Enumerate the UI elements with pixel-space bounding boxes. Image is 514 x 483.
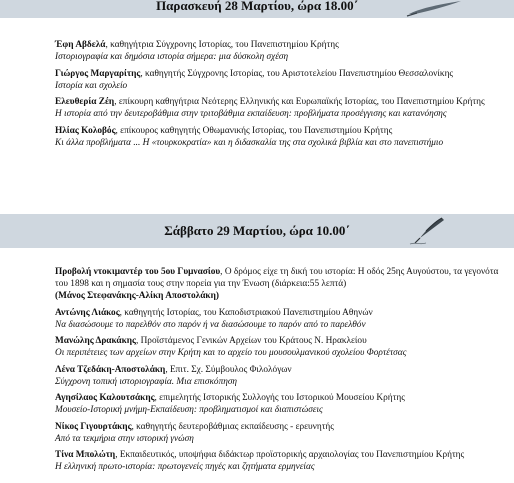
quill-pen-icon xyxy=(408,216,446,246)
talk-topic: Σύγχρονη τοπική ιστοριογραφία. Μια επισκόπηση xyxy=(55,376,238,387)
speaker-entry xyxy=(55,39,507,63)
section-title-saturday: Σάββατο 29 Μαρτίου, ώρα 10.00΄ xyxy=(164,223,350,238)
speaker-role: , καθηγητής Σύγχρονης Ιστορίας, του Αριστοτελείου Πανεπιστημίου Θεσσαλονίκης xyxy=(140,68,454,79)
friday-speakers xyxy=(55,39,507,153)
speaker-role: , Επιτ. Σχ. Σύμβουλος Φιλολόγων xyxy=(165,364,292,375)
speaker-role: , Προϊστάμενος Γενικών Αρχείων του Κράτους Ν. Ηρακλείου xyxy=(135,336,367,346)
talk-topic: Η ιστορία από την δευτεροβάθμια στην τριτοβάθμια εκπαίδευση: προβλήματα προσέγγισης και κατανόησης xyxy=(55,109,447,119)
film-credits: (Μάνος Στεφανάκης-Αλίκη Αποστολάκη) xyxy=(55,291,219,301)
speaker-name: Αντώνης Λιάκος xyxy=(55,307,120,318)
speaker-name: Λένα Τζεδάκη-Αποστολάκη xyxy=(55,364,166,375)
speaker-name: Νίκος Γιγουρτάκης xyxy=(55,421,132,432)
speaker-role: , καθηγητής δευτεροβάθμιας εκπαίδευσης - ερευνητής xyxy=(131,421,334,432)
speaker-entry xyxy=(55,421,507,445)
talk-topic: Οι περιπέτειες των αρχείων στην Κρήτη και το αρχείο του μουσουλμανικού σχολείου Φορτέτσας xyxy=(55,348,407,358)
speaker-name: Έφη Αβδελά xyxy=(55,40,106,50)
speaker-name: Ηλίας Κολοβός xyxy=(55,125,116,136)
speaker-entry xyxy=(55,335,507,359)
speaker-name: Ελευθερία Ζέη xyxy=(55,97,115,107)
speaker-name: Τίνα Μπολώτη xyxy=(55,450,116,460)
film-title: Προβολή ντοκιμαντέρ του 5ου Γυμνασίου xyxy=(55,267,221,277)
speaker-entry xyxy=(55,307,507,331)
speaker-name: Γιώργος Μαργαρίτης xyxy=(55,68,141,79)
speaker-role: , καθηγητής Ιστορίας, του Καποδιστριακού Πανεπιστημίου Αθηνών xyxy=(119,307,373,318)
speaker-name: Αγησίλαος Καλουτσάκης xyxy=(55,393,155,403)
speaker-entry xyxy=(55,96,507,120)
section-title-friday: Παρασκευή 28 Μαρτίου, ώρα 18.00΄ xyxy=(156,0,358,13)
speaker-entry xyxy=(55,392,507,416)
talk-topic: Μουσείο-Ιστορική μνήμη-Εκπαίδευση: προβληματισμοί και διαπιστώσεις xyxy=(55,405,323,415)
talk-topic: Κι άλλα προβλήματα ... Η «τουρκοκρατία» και η διδασκαλία της στα σχολικά βιβλία και στο πανεπιστήμιο xyxy=(55,137,444,148)
speaker-entry xyxy=(55,125,507,149)
speaker-role: , καθηγήτρια Σύγχρονης Ιστορίας, του Πανεπιστημίου Κρήτης xyxy=(105,40,339,50)
speaker-entry xyxy=(55,68,507,92)
talk-topic: Η ελληνική πρωτο-ιστορία: πρωτογενείς πηγές και ζητήματα ερμηνείας xyxy=(55,462,315,472)
speaker-role: , επιμελητής Ιστορικής Συλλογής του Ιστορικού Μουσείου Κρήτης xyxy=(154,393,405,403)
speaker-role: , επίκουρος καθηγητής Οθωμανικής Ιστορίας, του Πανεπιστημίου Κρήτης xyxy=(115,125,393,136)
speaker-role: , Εκπαιδευτικός, υποψήφια διδάκτωρ προϊστορικής αρχαιολογίας του Πανεπιστημίου Κρήτης xyxy=(115,450,465,460)
speaker-role: , επίκουρη καθηγήτρια Νεότερης Ελληνικής και Ευρωπαϊκής Ιστορίας, του Πανεπιστημίου Κρήτης xyxy=(114,97,485,107)
talk-topic: Ιστοριογραφία και δημόσια ιστορία σήμερα: μια δύσκολη σχέση xyxy=(55,52,289,62)
talk-topic: Να διασώσουμε το παρελθόν στο παρόν ή να διασώσουμε το παρόν από το παρελθόν xyxy=(55,319,366,330)
speaker-name: Μανώλης Δρακάκης xyxy=(55,336,136,346)
talk-topic: Ιστορία και σχολείο xyxy=(55,80,128,91)
quill-pen-icon xyxy=(405,0,465,18)
speaker-entry xyxy=(55,364,507,388)
saturday-speakers xyxy=(55,266,507,478)
talk-topic: Από τα τεκμήρια στην ιστορική γνώση xyxy=(55,433,194,444)
film-description: , Ο δρόμος είχε τη δική του ιστορία: Η οδός 25ης Αυγούστου, τα γεγονότα του 1898 και η σημασία τους στην πορεία για την Ένωση (διάρκεια:55 λεπτά) xyxy=(55,267,499,289)
film-entry xyxy=(55,266,507,302)
speaker-entry xyxy=(55,449,507,473)
